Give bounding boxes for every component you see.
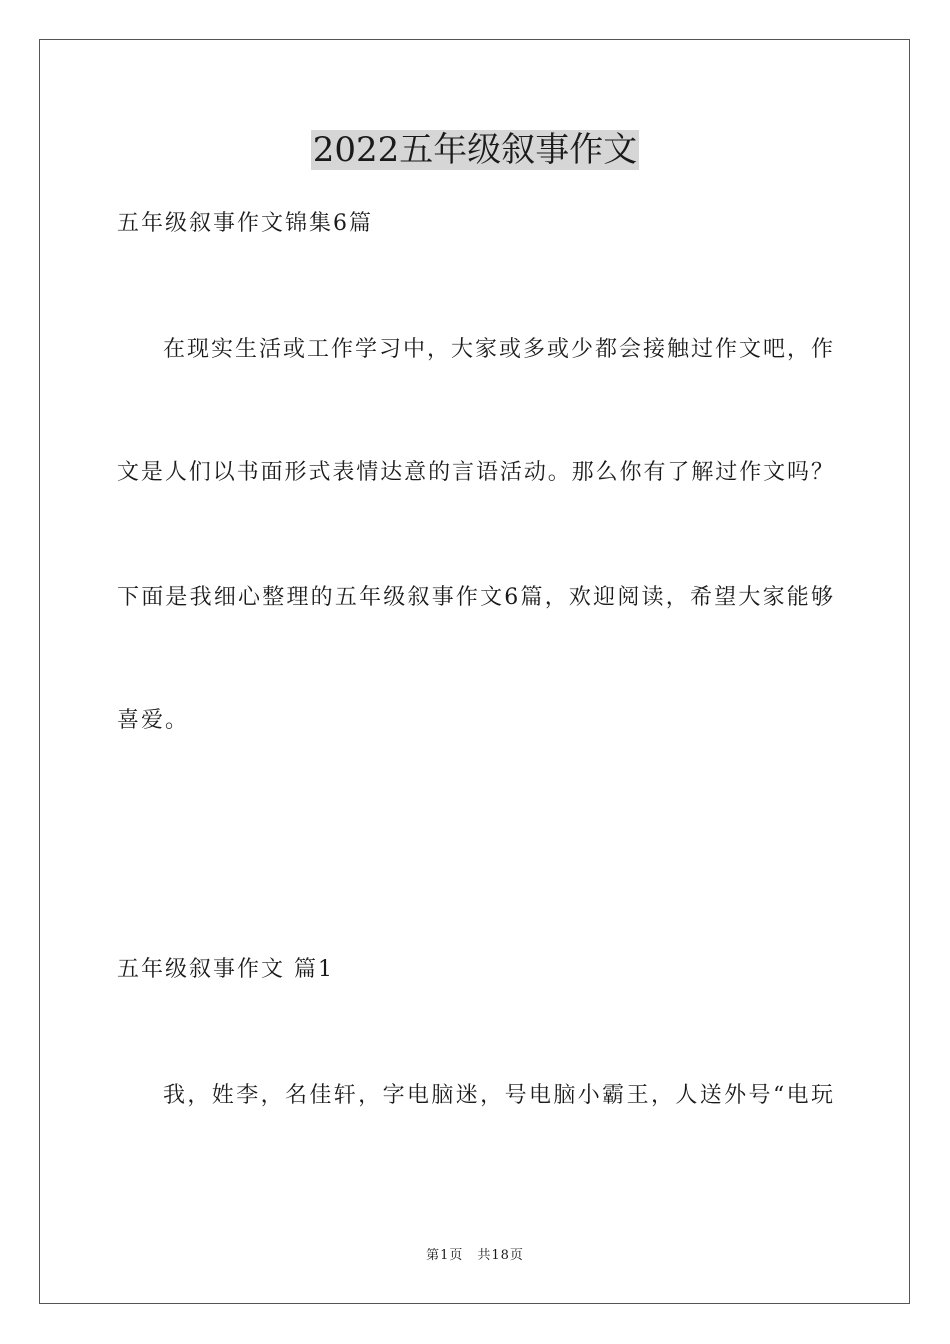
page-footer (0, 1247, 950, 1265)
intro-line-2: 文是人们以书面形式表情达意的言语活动。那么你有了解过作文吗？ (117, 460, 833, 485)
document-title (0, 128, 950, 172)
intro-line-4: 喜爱。 (117, 708, 190, 733)
document-title-text: 2022五年级叙事作文 (312, 130, 638, 170)
section-heading: 五年级叙事作文 篇1 (117, 957, 334, 982)
document-subtitle: 五年级叙事作文锦集6篇 (117, 211, 373, 236)
section-line-1: 我，姓李，名佳轩，字电脑迷，号电脑小霸王，人送外号“电玩 (163, 1083, 833, 1108)
page-number: 第1页 (426, 1248, 464, 1263)
intro-line-1: 在现实生活或工作学习中，大家或多或少都会接触过作文吧，作 (163, 337, 833, 362)
intro-line-3: 下面是我细心整理的五年级叙事作文6篇，欢迎阅读，希望大家能够 (117, 585, 833, 610)
page-total: 共18页 (477, 1248, 524, 1263)
